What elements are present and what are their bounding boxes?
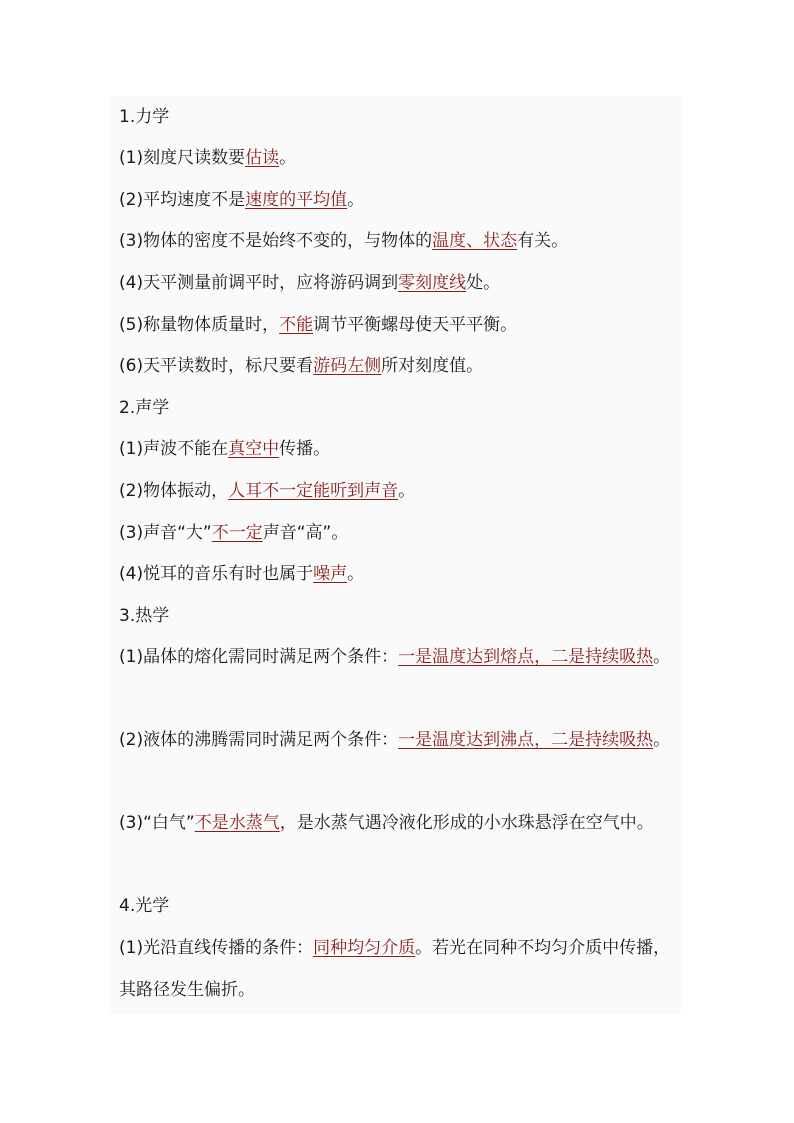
keyword-answer: 游码左侧 — [313, 356, 382, 376]
keyword-answer: 一是温度达到熔点，二是持续吸热 — [398, 647, 654, 667]
keyword-answer: 人耳不一定能听到声音 — [228, 481, 399, 501]
keyword-answer: 不能 — [279, 315, 314, 335]
item-text: 。若光在同种不均匀介质中传播，其路径发生偏折。 — [119, 938, 671, 1000]
keyword-answer: 估读 — [245, 148, 280, 168]
item-text: ，是水蒸气遇冷液化形成的小水珠悬浮在空气中。 — [279, 813, 654, 833]
item-text: (3)声音“大” — [119, 523, 212, 543]
item-text: 。 — [347, 190, 365, 210]
mechanics-item-1 — [119, 138, 296, 180]
item-text: 声音“高”。 — [262, 523, 349, 543]
item-text: (2)液体的沸腾需同时满足两个条件： — [119, 730, 399, 750]
item-text: 。 — [653, 730, 671, 750]
acoustics-item-2 — [119, 471, 415, 513]
section-heading-mechanics: 1.力学 — [119, 107, 170, 127]
keyword-answer: 不是水蒸气 — [194, 813, 280, 833]
item-text: (4)天平测量前调平时，应将游码调到 — [119, 273, 399, 293]
thermal-item-2 — [119, 720, 675, 762]
section-heading-optics: 4.光学 — [119, 896, 170, 916]
item-text: 。 — [279, 148, 297, 168]
item-text: 有关。 — [517, 231, 569, 251]
mechanics-item-5 — [119, 305, 517, 347]
mechanics-item-3 — [119, 221, 568, 263]
keyword-answer: 真空中 — [228, 439, 280, 459]
item-text: (3)“白气” — [119, 813, 195, 833]
keyword-answer: 速度的平均值 — [245, 190, 348, 210]
thermal-item-1 — [119, 637, 675, 679]
section-heading-thermal: 3.热学 — [119, 606, 170, 626]
optics-item-1 — [119, 928, 675, 1011]
keyword-answer: 噪声 — [313, 564, 348, 584]
mechanics-item-4 — [119, 263, 500, 305]
item-text: (1)晶体的熔化需同时满足两个条件： — [119, 647, 399, 667]
item-text: 。 — [347, 564, 365, 584]
item-text: (4)悦耳的音乐有时也属于 — [119, 564, 314, 584]
mechanics-item-2 — [119, 180, 364, 222]
item-text: 。 — [398, 481, 416, 501]
item-text: (6)天平读数时，标尺要看 — [119, 356, 314, 376]
item-text: 调节平衡螺母使天平平衡。 — [313, 315, 518, 335]
acoustics-item-3 — [119, 513, 348, 555]
item-text: (1)声波不能在 — [119, 439, 229, 459]
keyword-answer: 不一定 — [211, 523, 263, 543]
item-text: (1)刻度尺读数要 — [119, 148, 246, 168]
section-heading-acoustics: 2.声学 — [119, 398, 170, 418]
item-text: (1)光沿直线传播的条件： — [119, 938, 314, 958]
item-text: (2)平均速度不是 — [119, 190, 246, 210]
item-text: 所对刻度值。 — [381, 356, 484, 376]
item-text: (3)物体的密度不是始终不变的，与物体的 — [119, 231, 433, 251]
item-text: 。 — [653, 647, 671, 667]
keyword-answer: 一是温度达到沸点，二是持续吸热 — [398, 730, 654, 750]
acoustics-item-1 — [119, 429, 330, 471]
acoustics-item-4 — [119, 554, 364, 596]
item-text: 处。 — [466, 273, 501, 293]
keyword-answer: 零刻度线 — [398, 273, 467, 293]
item-text: (2)物体振动， — [119, 481, 229, 501]
item-text: (5)称量物体质量时， — [119, 315, 280, 335]
thermal-item-3 — [119, 803, 675, 845]
keyword-answer: 温度、状态 — [432, 231, 518, 251]
keyword-answer: 同种均匀介质 — [313, 938, 416, 958]
mechanics-item-6 — [119, 346, 483, 388]
item-text: 传播。 — [279, 439, 331, 459]
